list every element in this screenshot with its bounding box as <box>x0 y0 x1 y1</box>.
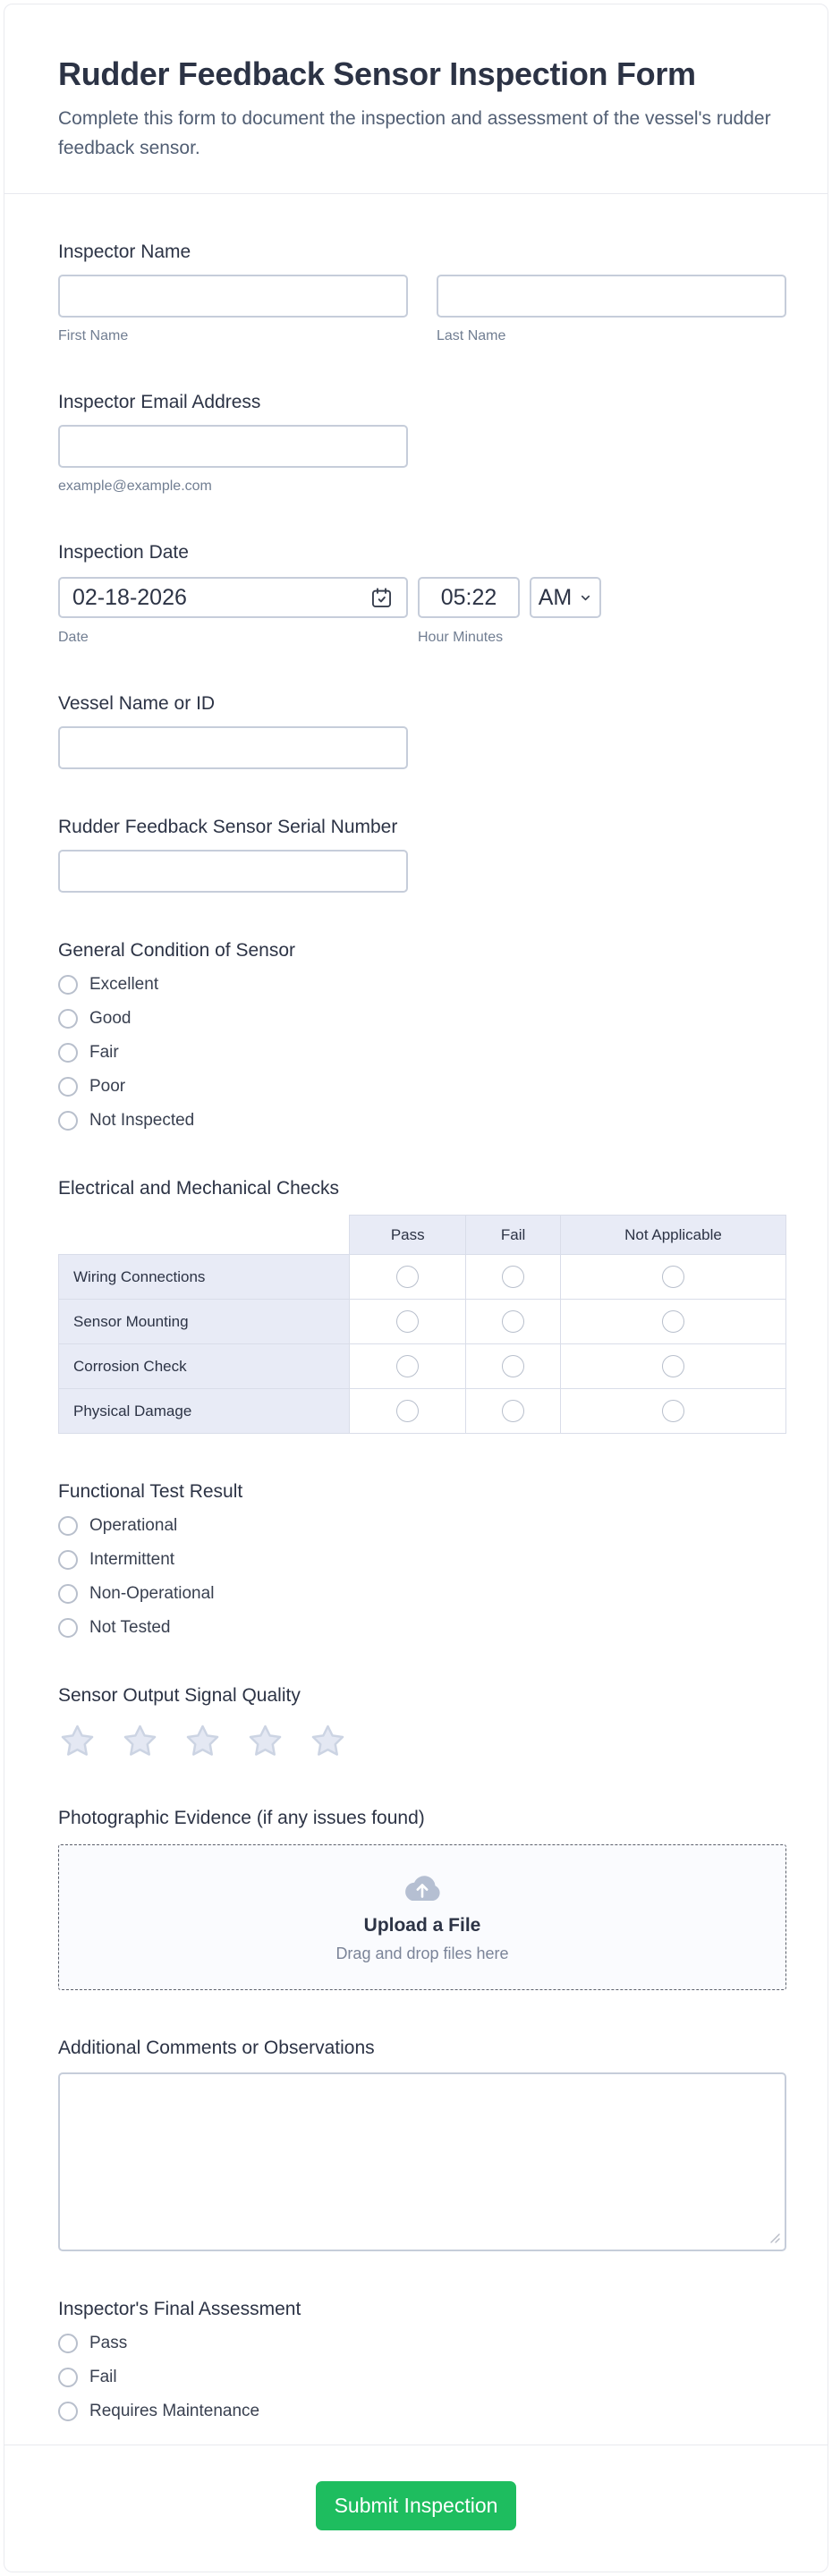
matrix-radio-mounting-fail[interactable] <box>502 1310 524 1333</box>
question-inspection-date <box>58 541 786 646</box>
radio-icon[interactable] <box>58 2368 78 2387</box>
radio-option-operational[interactable]: Operational <box>58 1516 177 1536</box>
matrix-radio-damage-fail[interactable] <box>502 1400 524 1422</box>
checks-table <box>58 1215 786 1434</box>
star-icon[interactable] <box>121 1722 159 1760</box>
matrix-radio-wiring-pass[interactable] <box>396 1266 419 1288</box>
comments-area <box>58 2072 786 2251</box>
form-description: Complete this form to document the inspection and assessment of the vessel's rudder feedback sensor. <box>58 108 771 159</box>
star-icon[interactable] <box>309 1722 347 1760</box>
date-value: 02-18-2026 <box>72 584 187 610</box>
matrix-radio-corrosion-pass[interactable] <box>396 1355 419 1377</box>
table-row-corrosion: Corrosion Check <box>59 1344 786 1389</box>
question-general-condition <box>58 939 786 1131</box>
matrix-radio-mounting-pass[interactable] <box>396 1310 419 1333</box>
matrix-radio-wiring-na[interactable] <box>662 1266 684 1288</box>
star-rating <box>58 1722 786 1760</box>
serial-label: Rudder Feedback Sensor Serial Number <box>58 817 398 838</box>
radio-icon[interactable] <box>58 1516 78 1536</box>
question-inspector-name <box>58 241 786 344</box>
table-row-damage: Physical Damage <box>59 1389 786 1434</box>
vessel-label: Vessel Name or ID <box>58 693 216 715</box>
vessel-input[interactable] <box>58 726 408 769</box>
first-name-subfield <box>58 275 408 344</box>
radio-option-not-tested[interactable]: Not Tested <box>58 1618 170 1638</box>
functional-test-label: Functional Test Result <box>58 1481 243 1503</box>
question-vessel <box>58 692 786 769</box>
submit-section <box>4 2445 828 2572</box>
radio-icon[interactable] <box>58 1043 78 1063</box>
date-sublabel: Date <box>58 630 89 646</box>
email-label: Inspector Email Address <box>58 392 261 413</box>
general-condition-options <box>58 975 786 1131</box>
question-comments <box>58 2037 786 2251</box>
star-icon[interactable] <box>246 1722 284 1760</box>
radio-icon[interactable] <box>58 1618 78 1638</box>
comments-label: Additional Comments or Observations <box>58 2038 375 2059</box>
radio-icon[interactable] <box>58 1550 78 1570</box>
resize-handle-icon[interactable] <box>768 2232 780 2243</box>
radio-option-intermittent[interactable]: Intermittent <box>58 1550 174 1570</box>
calendar-icon[interactable] <box>369 586 394 610</box>
upload-hint: Drag and drop files here <box>335 1944 509 1962</box>
photo-evidence-label: Photographic Evidence (if any issues found) <box>58 1808 425 1829</box>
star-icon[interactable] <box>183 1722 222 1760</box>
email-sublabel: example@example.com <box>58 479 212 495</box>
radio-option-fail[interactable]: Fail <box>58 2368 117 2387</box>
last-name-subfield <box>437 275 786 344</box>
radio-option-non-operational[interactable]: Non-Operational <box>58 1584 214 1604</box>
question-final-assessment <box>58 2298 786 2421</box>
first-name-sublabel: First Name <box>58 328 129 344</box>
time-value: 05:22 <box>440 584 497 610</box>
last-name-input[interactable] <box>437 275 786 318</box>
radio-icon[interactable] <box>58 975 78 995</box>
matrix-radio-wiring-fail[interactable] <box>502 1266 524 1288</box>
general-condition-label: General Condition of Sensor <box>58 940 295 962</box>
inspection-date-label: Inspection Date <box>58 542 189 564</box>
functional-test-options <box>58 1516 786 1638</box>
table-row-mounting: Sensor Mounting <box>59 1300 786 1344</box>
form-title: Rudder Feedback Sensor Inspection Form <box>58 55 696 92</box>
upload-title: Upload a File <box>363 1914 481 1936</box>
ampm-select[interactable] <box>530 577 601 618</box>
radio-option-pass[interactable]: Pass <box>58 2334 127 2353</box>
radio-icon[interactable] <box>58 2334 78 2353</box>
date-input[interactable] <box>58 577 408 618</box>
question-photo-evidence <box>58 1807 786 1990</box>
question-inspector-email <box>58 391 786 495</box>
matrix-radio-damage-na[interactable] <box>662 1400 684 1422</box>
time-sublabel: Hour Minutes <box>418 630 504 646</box>
signal-quality-label: Sensor Output Signal Quality <box>58 1685 301 1707</box>
matrix-radio-damage-pass[interactable] <box>396 1400 419 1422</box>
column-header-fail: Fail <box>466 1216 561 1255</box>
radio-icon[interactable] <box>58 1077 78 1097</box>
radio-icon[interactable] <box>58 1009 78 1029</box>
time-input[interactable] <box>418 577 520 618</box>
radio-option-fair[interactable]: Fair <box>58 1043 119 1063</box>
radio-icon[interactable] <box>58 2402 78 2421</box>
submit-button[interactable]: Submit Inspection <box>316 2481 516 2530</box>
email-input[interactable] <box>58 425 408 468</box>
matrix-radio-corrosion-fail[interactable] <box>502 1355 524 1377</box>
form-body <box>4 241 828 2421</box>
blank-corner-cell <box>59 1216 350 1255</box>
serial-input[interactable] <box>58 850 408 893</box>
last-name-sublabel: Last Name <box>437 328 506 344</box>
final-assessment-label: Inspector's Final Assessment <box>58 2299 301 2320</box>
inspector-name-label: Inspector Name <box>58 242 191 263</box>
question-functional-test <box>58 1480 786 1638</box>
radio-option-good[interactable]: Good <box>58 1009 131 1029</box>
matrix-radio-mounting-na[interactable] <box>662 1310 684 1333</box>
question-serial-number <box>58 816 786 893</box>
radio-icon[interactable] <box>58 1584 78 1604</box>
radio-option-requires-maintenance[interactable]: Requires Maintenance <box>58 2402 259 2421</box>
form-card <box>4 4 828 2572</box>
comments-textarea[interactable] <box>58 2072 786 2251</box>
star-icon[interactable] <box>58 1722 97 1760</box>
ampm-value: AM <box>538 584 573 610</box>
cloud-upload-icon <box>400 1872 445 1906</box>
radio-option-excellent[interactable]: Excellent <box>58 975 158 995</box>
file-upload-dropzone[interactable] <box>58 1844 786 1990</box>
column-header-pass: Pass <box>350 1216 466 1255</box>
question-checks-matrix <box>58 1177 786 1434</box>
final-assessment-options <box>58 2334 786 2421</box>
column-header-not-applicable: Not Applicable <box>560 1216 785 1255</box>
radio-option-poor[interactable]: Poor <box>58 1077 125 1097</box>
checks-label: Electrical and Mechanical Checks <box>58 1178 339 1199</box>
form-header <box>4 4 828 194</box>
checks-header-row <box>59 1216 786 1255</box>
question-signal-quality <box>58 1684 786 1760</box>
chevron-down-icon <box>579 591 592 605</box>
radio-option-not-inspected[interactable]: Not Inspected <box>58 1111 194 1131</box>
radio-icon[interactable] <box>58 1111 78 1131</box>
matrix-radio-corrosion-na[interactable] <box>662 1355 684 1377</box>
table-row-wiring: Wiring Connections <box>59 1255 786 1300</box>
first-name-input[interactable] <box>58 275 408 318</box>
